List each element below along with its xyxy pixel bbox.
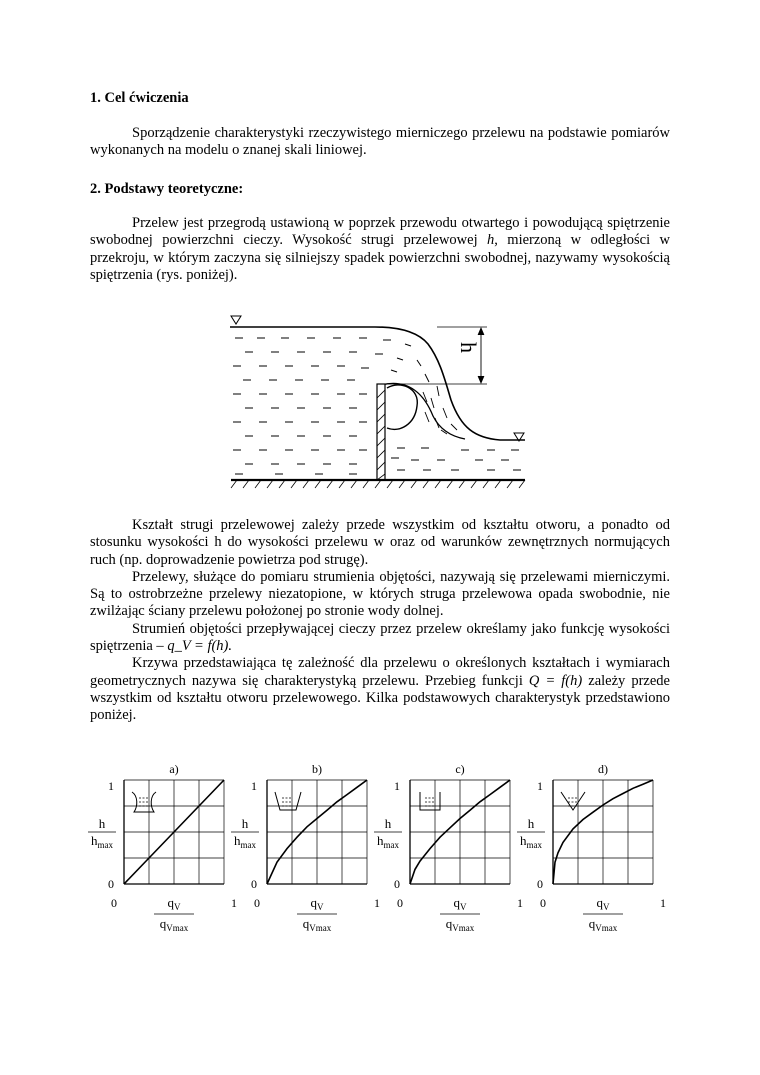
y-label-denominator: $h_{max}$ <box>377 833 399 850</box>
y-tick-label: 1 <box>251 779 257 793</box>
x-tick-label: 0 <box>111 896 117 910</box>
section-1-paragraph: Sporządzenie charakterystyki rzeczywistego mierniczego przelewu na podstawie pomiarów wykonanych na modelu o znanej skali liniowej. <box>90 125 670 159</box>
panel-label: d) <box>598 762 608 776</box>
y-label-denominator: $h_{max}$ <box>91 833 113 850</box>
x-label-denominator: $q_{Vmax}$ <box>302 916 332 933</box>
x-label-numerator: $q_V$ <box>596 895 610 912</box>
h-symbol: h <box>487 232 495 249</box>
notch-outline <box>275 792 301 810</box>
nappe-lower-surface <box>381 383 465 439</box>
chart-panel-1 <box>88 762 237 933</box>
x-tick-label: 1 <box>231 896 237 910</box>
paragraph-nappe-shape: Kształt strugi przelewowej zależy przede wszystkim od kształtu otworu, a ponadto od stosunku wysokości h do wysokości przelewu w oraz od warunków zewnętrznych normujących ruch (np. doprowadzenie powietrza pod strugę). <box>90 517 670 568</box>
x-label-numerator: $q_V$ <box>453 895 467 912</box>
x-tick-label: 1 <box>374 896 380 910</box>
section-2-text-part-b: , mierzoną w odległości w przekroju, w którym zaczyna się silniejszy spadek powierzchni swobodnej, nazywamy wysokością spiętrzenia (rys. poniżej). <box>90 232 670 283</box>
y-label-numerator: h <box>241 816 249 831</box>
chart-panel-3 <box>374 762 523 933</box>
section-2-paragraph <box>90 215 670 284</box>
characteristic-text-a: Krzywa przedstawiająca tę zależność dla przelewu o określonych kształtach i wymiarach geometrycznych nazywa się charakterystyką przelewu. Przebieg funkcji <box>90 655 670 689</box>
characteristic-text-b: zależy przede wszystkim od kształtu otworu przelewowego. Kilka podstawowych charakterystyk przedstawiono poniżej. <box>90 672 670 724</box>
x-label-numerator: $q_V$ <box>310 895 324 912</box>
h-label: h <box>456 342 481 353</box>
y-tick-label: 1 <box>537 779 543 793</box>
notch-outline <box>420 792 440 810</box>
y-tick-label: 1 <box>108 779 114 793</box>
y-label-numerator: h <box>98 816 106 831</box>
x-label-denominator: $q_{Vmax}$ <box>159 916 189 933</box>
y-label-numerator: h <box>384 816 392 831</box>
x-tick-label: 0 <box>397 896 403 910</box>
y-label-numerator: h <box>527 816 535 831</box>
paragraph-characteristic <box>90 655 670 724</box>
paragraph-measuring-weirs: Przelewy, służące do pomiaru strumienia objętości, nazywają się przelewami mierniczymi. Są to ostrobrzeżne przelewy niezatopione, w których struga przelewowa opada swobodnie, nie zwilżając ściany przelewu położonej po stronie wody dolnej. <box>90 568 670 620</box>
h-arrow-head-bottom <box>478 376 484 383</box>
section-1-text <box>90 125 670 160</box>
weir-notch-icon <box>275 792 301 810</box>
chart-panel-2 <box>231 762 380 933</box>
x-tick-label: 0 <box>254 896 260 910</box>
panel-label: c) <box>455 762 465 776</box>
y-tick-label: 0 <box>251 877 257 891</box>
y-label-denominator: $h_{max}$ <box>520 833 542 850</box>
y-label-denominator: $h_{max}$ <box>234 833 256 850</box>
h-arrow-head-top <box>478 328 484 335</box>
x-tick-label: 1 <box>660 896 666 910</box>
x-tick-label: 0 <box>540 896 546 910</box>
flow-function-text: Strumień objętości przepływającej cieczy przez przelew określamy jako funkcję wysokości spiętrzenia – <box>90 620 670 655</box>
section-1-heading: 1. Cel ćwiczenia <box>90 90 189 106</box>
weir-notch-icon <box>132 792 156 812</box>
weir-figure <box>225 308 545 498</box>
formula-qv: q_V = f(h). <box>167 638 233 655</box>
section-2-text <box>90 215 670 284</box>
x-label-numerator: $q_V$ <box>167 895 181 912</box>
notch-outline <box>561 792 585 810</box>
x-tick-label: 1 <box>517 896 523 910</box>
upstream-level-symbol <box>231 316 241 324</box>
weir-characteristics-charts <box>80 758 680 938</box>
paragraph-flow-function <box>90 621 670 656</box>
weir-notch-icon <box>420 792 440 810</box>
y-tick-label: 1 <box>394 779 400 793</box>
weir-notch-icon <box>561 792 585 810</box>
chart-panel-4 <box>517 762 666 933</box>
panel-label: a) <box>169 762 179 776</box>
downstream-water-dashes <box>391 448 521 470</box>
y-tick-label: 0 <box>394 877 400 891</box>
y-tick-label: 0 <box>537 877 543 891</box>
y-tick-label: 0 <box>108 877 114 891</box>
section-2-text-part-a: Przelew jest przegrodą ustawioną w poprzek przewodu otwartego i powodującą spiętrzenie swobodnej powierzchni cieczy. Wysokość strugi przelewowej <box>90 215 670 249</box>
upstream-water-dashes <box>233 338 429 474</box>
bed-hatch <box>231 480 525 488</box>
x-label-denominator: $q_{Vmax}$ <box>445 916 475 933</box>
panel-label: b) <box>312 762 322 776</box>
section-3-text <box>90 517 670 725</box>
air-pocket-outline <box>387 385 417 429</box>
section-2-heading: 2. Podstawy teoretyczne: <box>90 181 244 197</box>
x-label-denominator: $q_{Vmax}$ <box>588 916 618 933</box>
formula-q: Q = f(h) <box>528 672 583 689</box>
